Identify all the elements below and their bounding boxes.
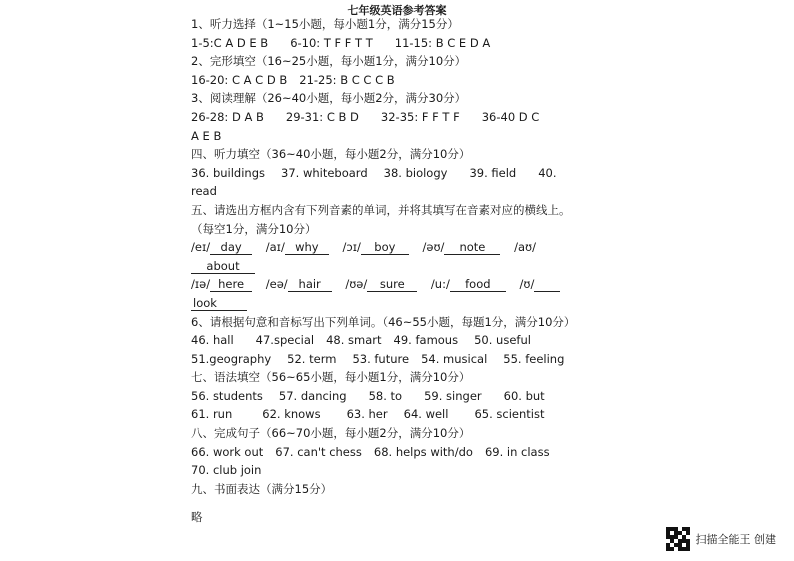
answer-group: 36-40 D C bbox=[481, 109, 540, 124]
phoneme-answer: food bbox=[450, 278, 506, 292]
answer-group: 1-5:C A D E B bbox=[191, 35, 269, 50]
section-4-heading: 四、听力填空（36~40小题，每小题2分，满分10分） bbox=[191, 147, 471, 162]
answer-item: 64. well bbox=[403, 407, 449, 422]
answer-item: 38. biology bbox=[383, 165, 448, 180]
section-1-answers bbox=[191, 34, 631, 53]
answer-item: 37. whiteboard bbox=[281, 165, 368, 180]
answer-item: 54. musical bbox=[421, 351, 488, 366]
section-2-heading: 2、完形填空（16~25小题，每小题1分，满分10分） bbox=[191, 54, 467, 69]
phoneme-row-1 bbox=[191, 238, 631, 257]
answer-item: 62. knows bbox=[262, 407, 321, 422]
spacer bbox=[191, 498, 631, 508]
phoneme-answer: about bbox=[191, 260, 255, 274]
answer-item: 57. dancing bbox=[278, 388, 347, 403]
section-6-heading: 6、请根据句意和音标写出下列单词。（46~55小题，每题1分，满分10分） bbox=[191, 314, 576, 329]
section-7-answers-row-1 bbox=[191, 387, 631, 406]
phoneme-label: /ʊ/ bbox=[519, 277, 535, 292]
answer-group: 32-35: F F T F bbox=[380, 109, 460, 124]
answer-item: 55. feeling bbox=[503, 351, 565, 366]
answer-item: 40. bbox=[538, 165, 557, 180]
phoneme-label: /əʊ/ bbox=[422, 240, 445, 255]
section-4-answers-cont: read bbox=[191, 184, 217, 199]
phoneme-row-1-cont bbox=[191, 257, 631, 276]
answer-item: 56. students bbox=[191, 388, 263, 403]
phoneme-answer-blank bbox=[534, 278, 560, 292]
answer-item: 68. helps with/do bbox=[373, 444, 473, 459]
document-title: 七年级英语参考答案 bbox=[347, 4, 447, 17]
phoneme-row-2-cont bbox=[191, 294, 631, 313]
answer-item: 48. smart bbox=[326, 333, 382, 348]
section-3-answers bbox=[191, 108, 631, 127]
section-8-answers-cont: 70. club join bbox=[191, 463, 262, 478]
answer-item: 36. buildings bbox=[191, 165, 265, 180]
answer-item: 52. term bbox=[287, 351, 337, 366]
answer-item: 59. singer bbox=[424, 388, 482, 403]
phoneme-answer: note bbox=[444, 241, 500, 255]
answer-item: 53. future bbox=[352, 351, 410, 366]
phoneme-answer: hair bbox=[288, 278, 332, 292]
phoneme-answer: sure bbox=[367, 278, 417, 292]
section-7-answers-row-2 bbox=[191, 405, 631, 424]
phoneme-label: /eɪ/ bbox=[191, 240, 211, 255]
answer-group: 26-28: D A B bbox=[191, 109, 264, 124]
section-6-answers-row-2 bbox=[191, 350, 631, 369]
section-1-heading: 1、听力选择（1~15小题，每小题1分，满分15分） bbox=[191, 17, 459, 31]
section-5-subheading: （每空1分，满分10分） bbox=[191, 221, 317, 236]
scanner-watermark bbox=[666, 527, 777, 551]
phoneme-label: /ɪə/ bbox=[191, 277, 211, 292]
answer-item: 39. field bbox=[469, 165, 517, 180]
answer-item: 49. famous bbox=[393, 333, 459, 348]
phoneme-label: /aʊ/ bbox=[514, 240, 536, 255]
phoneme-answer: look bbox=[191, 297, 247, 311]
answer-group: 6-10: T F F T T bbox=[290, 35, 373, 50]
answer-content bbox=[191, 15, 631, 527]
section-5-heading: 五、请选出方框内含有下列音素的单词，并将其填写在音素对应的横线上。 bbox=[191, 202, 571, 217]
phoneme-row-2 bbox=[191, 275, 631, 294]
answer-item: 69. in class bbox=[484, 444, 550, 459]
section-2-answers bbox=[191, 71, 631, 90]
section-7-heading: 七、语法填空（56~65小题，每小题1分，满分10分） bbox=[191, 370, 471, 385]
answer-item: 47.special bbox=[255, 333, 315, 348]
section-3-heading: 3、阅读理解（26~40小题，每小题2分，满分30分） bbox=[191, 91, 467, 106]
phoneme-label: /eə/ bbox=[265, 277, 288, 292]
answer-group: 21-25: B C C C B bbox=[299, 72, 395, 87]
phoneme-label: /u:/ bbox=[430, 277, 450, 292]
section-3-answers-cont: A E B bbox=[191, 128, 222, 143]
phoneme-label: /ʊə/ bbox=[345, 277, 368, 292]
watermark-text: 扫描全能王 创建 bbox=[695, 533, 776, 546]
phoneme-label: /aɪ/ bbox=[265, 240, 285, 255]
section-8-heading: 八、完成句子（66~70小题，每小题2分，满分10分） bbox=[191, 426, 471, 441]
answer-item: 63. her bbox=[346, 407, 388, 422]
answer-item: 50. useful bbox=[474, 333, 531, 348]
phoneme-answer: boy bbox=[361, 241, 409, 255]
answer-item: 51.geography bbox=[191, 351, 272, 366]
phoneme-answer: why bbox=[285, 241, 329, 255]
phoneme-answer: day bbox=[210, 241, 252, 255]
answer-group: 29-31: C B D bbox=[285, 109, 359, 124]
section-8-answers bbox=[191, 443, 631, 462]
answer-item: 65. scientist bbox=[474, 407, 545, 422]
section-4-answers bbox=[191, 164, 631, 183]
answer-item: 46. hall bbox=[191, 333, 234, 348]
answer-item: 58. to bbox=[368, 388, 403, 403]
answer-group: 11-15: B C E D A bbox=[394, 35, 491, 50]
section-9-heading: 九、书面表达（满分15分） bbox=[191, 481, 333, 496]
qr-code-icon bbox=[666, 527, 690, 551]
phoneme-answer: here bbox=[210, 278, 252, 292]
section-9-body: 略 bbox=[191, 510, 203, 525]
answer-group: 16-20: C A C D B bbox=[191, 72, 288, 87]
answer-item: 60. but bbox=[503, 388, 545, 403]
answer-item: 61. run bbox=[191, 407, 233, 422]
answer-item: 67. can't chess bbox=[275, 444, 362, 459]
phoneme-label: /ɔɪ/ bbox=[342, 240, 361, 255]
section-6-answers-row-1 bbox=[191, 331, 631, 350]
answer-item: 66. work out bbox=[191, 444, 264, 459]
